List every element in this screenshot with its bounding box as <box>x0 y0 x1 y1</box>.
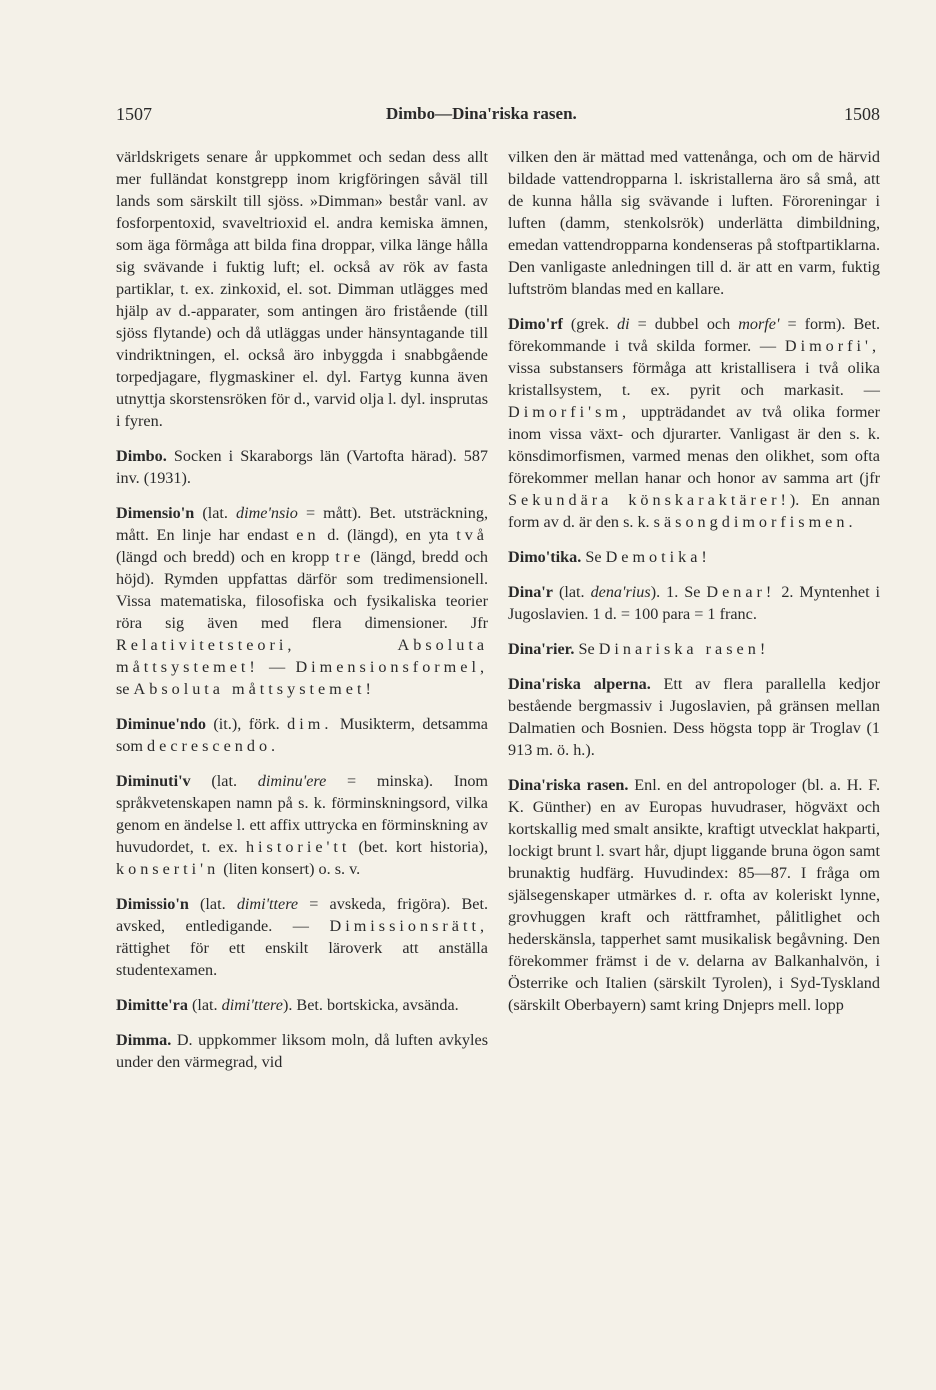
page-header <box>116 104 880 132</box>
entry-text: (lat. <box>202 504 228 522</box>
headword: Dina'rier. <box>508 640 575 658</box>
entry-text: = minska). Inom språkvetenskapen namn på s. k. förminskningsord, vilka genom en ändelse l. ett affix uttrycka en förminskning av huvudordet, t. ex. <box>116 772 489 856</box>
entry-text: uppträdandet av två olika former inom vissa växt- och djurarter. Vanligast är den s. k. könsdimorfismen, varmed menas den olikhet, som ofta förekommer mellan hanar och honor av samma art (jfr <box>508 403 881 487</box>
left-column <box>116 146 488 1086</box>
cross-ref: Demotika! <box>605 548 711 566</box>
spaced-term: tre <box>335 548 365 566</box>
entry-text: = form). Bet. förekommande i två skilda former. — <box>508 315 880 355</box>
entry-text: D. uppkommer liksom moln, då luften avkyles under den värmegrad, vid <box>116 1031 489 1071</box>
headword: Dimitte'ra <box>116 996 188 1014</box>
continued-text: världskrigets senare år uppkommet och sedan dess allt mer fulländat konstgrepp inom krigföringen såväl till lands som särskilt till sjöss. »Dimman» består vanl. av fosforpentoxid, svaveltrioxid el. andra kemiska ämnen, som äga förmåga att bilda fina droppar, vilka länge hålla sig svävande i fuktig luft; el. också av rök av fasta partiklar, t. ex. zinkoxid, el. sot. Dimman utlägges med hjälp av d.-apparater, som antingen äro fristående (till sjöss flytande) och då utläggas under hänsyntagande till vindriktningen, el. också äro inbyggda i snabbgående torpedjagare, flygmaskiner el. dyl. Fartyg kunna även utnyttja skorstensröken för d., varvid olja l. dyl. insprutas i fyren. <box>116 148 488 430</box>
entry-dimotika <box>508 546 880 568</box>
page-number-left: 1507 <box>116 104 152 124</box>
entry-dinar <box>508 581 880 625</box>
headword: Dimo'tika. <box>508 548 582 566</box>
entry-text: Ett av flera parallella kedjor bestående bergmassiv i Jugoslavien, på gränsen mellan Dalmatien och Bosnien. Dess högsta topp är Troglav (1 913 m. ö. h.). <box>508 675 881 759</box>
spaced-term: en <box>296 526 320 544</box>
headword: Dimma. <box>116 1031 172 1049</box>
continued-text: vilken den är mättad med vattenånga, och om de härvid bildade vattendropparna l. iskristallerna äro så små, att de kunna hålla sig svävande i luften. Föroreningar i luften (damm, stenkolsrök) underlätta dimbildning, emedan vattendropparna kondenseras på stoftpartiklarna. Den vanligaste anledningen till d. är att en varm, fuktig luftström blandas med en kallare. <box>508 148 880 298</box>
headword: Dimissio'n <box>116 895 189 913</box>
entry-text: ). Bet. bortskicka, avsända. <box>282 996 459 1014</box>
entry-text: (längd, bredd och höjd). Rymden uppfattas därför som tredimensionell. Vissa matematiska, filosofiska och fysikaliska teorier röra sig även med flera dimensioner. Jfr <box>116 548 489 632</box>
headword: Dina'riska alperna. <box>508 675 651 693</box>
right-column <box>508 146 880 1029</box>
cross-ref: Dinariska rasen! <box>598 640 770 658</box>
headword: Diminuti'v <box>116 772 191 790</box>
etymon: dime'nsio <box>235 504 298 522</box>
entry-text: (liten konsert) o. s. v. <box>223 860 361 878</box>
etymon: diminu'ere <box>257 772 327 790</box>
entry-dimbo <box>116 445 488 489</box>
entry-text: (grek. <box>570 315 610 333</box>
entry-text: ). En annan form av d. är den s. k. <box>508 491 880 531</box>
cross-ref: Sekundära könskaraktärer! <box>508 491 790 509</box>
entry-dinariska-rasen <box>508 774 880 1016</box>
spaced-term: decrescendo. <box>147 737 280 755</box>
entry-text: (lat. <box>200 895 226 913</box>
entry-dinarier <box>508 638 880 660</box>
entry-text: 2. Myntenhet i Jugoslavien. 1 d. = 100 para = 1 franc. <box>508 583 881 623</box>
headword: Dina'r <box>508 583 553 601</box>
running-title: Dimbo—Dina'riska rasen. <box>386 104 577 123</box>
headword: Dimo'rf <box>508 315 563 333</box>
entry-dimension <box>116 502 488 700</box>
entry-text: Enl. en del antropologer (bl. a. H. F. K. Günther) en av Europas huvudraser, högväxt och kortskallig med smalt ansikte, kraftigt utvecklat hakparti, lockigt brunt l. svart hår, djupt liggande bruna ögon samt brunaktig hudfärg. Huvudindex: 85—87. I fråga om själsegenskaper utmärkes d. r. ofta av koleriskt lynne, grovhuggen kraft och rättframhet, pålitlighet och hederskänsla, tapperhet samt musikalisk begåvning. Den förekommer främst i de v. delarna av Balkanhalvön, i Österrike och Italien (särskilt Tyrolen), i Syd-Tyskland (särskilt Oberbayern) samt kring Dnjeprs mell. lopp <box>508 776 880 1014</box>
headword: Dina'riska rasen. <box>508 776 629 794</box>
entry-dimission <box>116 893 488 981</box>
cross-ref: Absoluta måttsystemet! <box>116 636 488 676</box>
spaced-term: två <box>456 526 488 544</box>
headword: Dimbo. <box>116 447 167 465</box>
spaced-term: säsongdimorfismen. <box>653 513 857 531</box>
cross-ref: Denar! <box>706 583 776 601</box>
entry-text: (lat. <box>191 996 218 1014</box>
etymon: dimi'ttere <box>236 895 299 913</box>
etymon: dena'rius <box>590 583 651 601</box>
entry-diminutiv <box>116 770 488 880</box>
entry-text: = avskeda, frigöra). Bet. avsked, entledigande. — <box>116 895 489 935</box>
entry-text: = mått). Bet. utsträckning, mått. En linje har endast <box>116 504 489 544</box>
headword: Dimensio'n <box>116 504 195 522</box>
spaced-term: Dimissionsrätt, <box>329 917 488 935</box>
spaced-term: dim. <box>287 715 333 733</box>
etymon: morfe' <box>738 315 780 333</box>
entry-text: vissa substansers förmåga att kristallisera i två olika kristallsystem, t. ex. pyrit och markasit. — <box>508 359 880 399</box>
spaced-term: Dimorfi', <box>784 337 881 355</box>
entry-text: (lat. <box>558 583 585 601</box>
spaced-term: Dimorfi'sm, <box>508 403 631 421</box>
entry-text: Se <box>585 548 602 566</box>
entry-diminuendo <box>116 713 488 757</box>
entry-dinariska-alperna <box>508 673 880 761</box>
entry-text: d. (längd), en yta <box>327 526 449 544</box>
entry-dimittera <box>116 994 488 1016</box>
spaced-term: konserti'n <box>116 860 220 878</box>
entry-text: Se <box>578 640 595 658</box>
spaced-term: historie'tt <box>245 838 351 856</box>
cross-ref: Absoluta måttsystemet! <box>133 680 375 698</box>
headword: Diminue'ndo <box>116 715 206 733</box>
entry-text: (lat. <box>211 772 238 790</box>
entry-text: ). 1. Se <box>650 583 701 601</box>
entry-text: Socken i Skaraborgs län (Vartofta härad). 587 inv. (1931). <box>116 447 489 487</box>
entry-text: Musikterm, detsamma som <box>116 715 488 755</box>
entry-text: rättighet för ett enskilt läroverk att anställa studentexamen. <box>116 939 488 979</box>
etymon: dimi'ttere <box>221 996 283 1014</box>
entry-text: — <box>269 658 286 676</box>
entry-text: (bet. kort historia), <box>358 838 489 856</box>
entry-dimma <box>116 1029 488 1073</box>
entry-text: = dubbel och <box>637 315 731 333</box>
etymon: di <box>617 315 630 333</box>
page-number-right: 1508 <box>844 104 880 124</box>
cross-ref: Relativitetsteori, <box>116 636 296 654</box>
entry-text: se <box>116 680 130 698</box>
entry-text: (längd och bredd) och en kropp <box>116 548 330 566</box>
spaced-term: Dimensionsformel, <box>295 658 489 676</box>
entry-dimorf <box>508 313 880 533</box>
entry-text: (it.), förk. <box>213 715 280 733</box>
